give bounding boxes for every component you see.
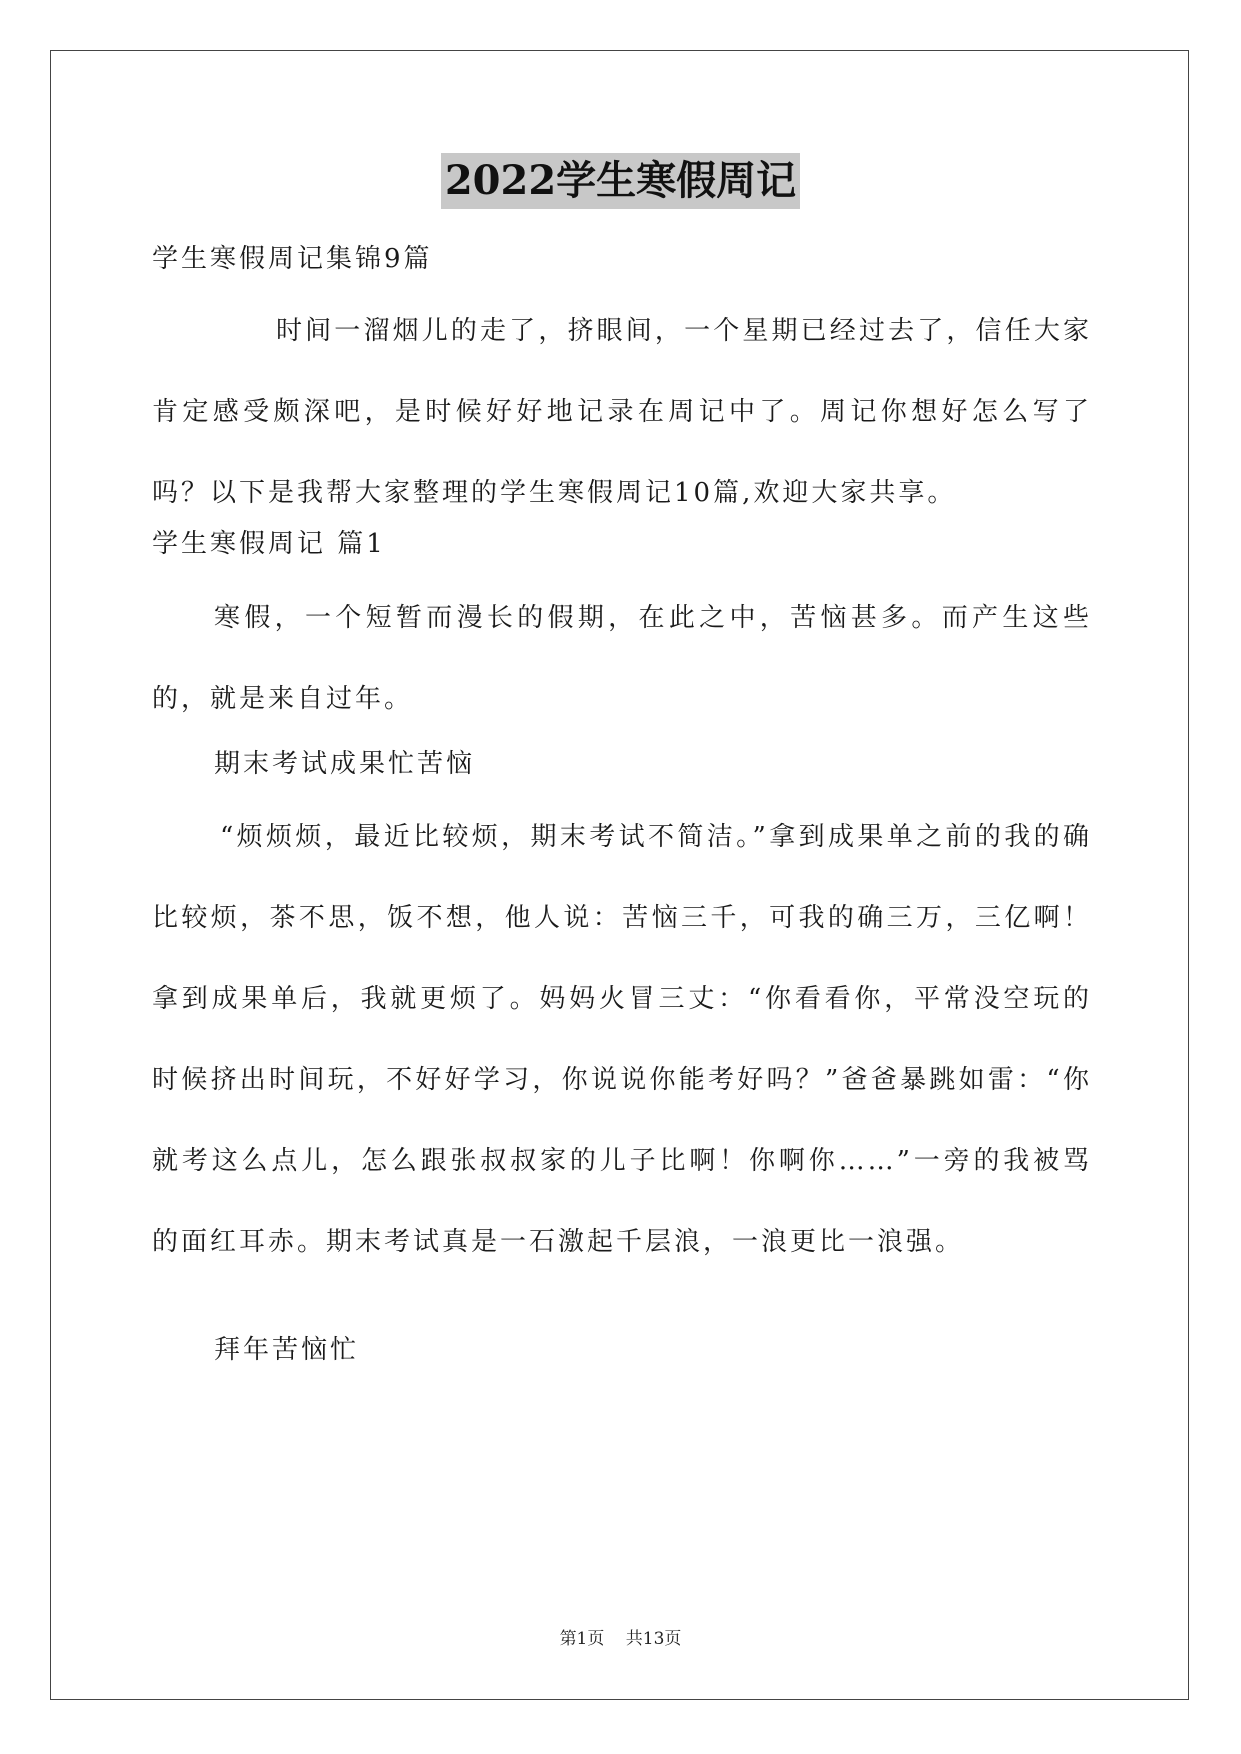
intro-paragraph: 时间一溜烟儿的走了，挤眼间，一个星期已经过去了，信任大家肯定感受颇深吧，是时候好好地记录在周记中了。周记你想好怎么写了吗？以下是我帮大家整理的学生寒假周记10篇,欢迎大家共享。 xyxy=(152,316,1092,508)
document-title-text: 2022学生寒假周记 xyxy=(441,153,800,209)
page-total: 共13页 xyxy=(625,1629,682,1649)
paragraph-2: “烦烦烦，最近比较烦，期末考试不简洁。”拿到成果单之前的我的确比较烦，茶不思，饭不想，他人说：苦恼三千，可我的确三万，三亿啊！拿到成果单后，我就更烦了。妈妈火冒三丈：“你看看你，平常没空玩的时候挤出时间玩，不好好学习，你说说你能考好吗？”爸爸暴跳如雷：“你就考这么点儿，怎么跟张叔叔家的儿子比啊！你啊你……”一旁的我被骂的面红耳赤。期末考试真是一石激起千层浪，一浪更比一浪强。 xyxy=(152,822,1092,1257)
document-title xyxy=(0,153,1241,209)
subheading-1: 期末考试成果忙苦恼 xyxy=(214,749,476,779)
page-footer xyxy=(0,1624,1241,1649)
section-heading: 学生寒假周记 篇1 xyxy=(152,529,386,559)
paragraph-1: 寒假，一个短暂而漫长的假期，在此之中，苦恼甚多。而产生这些的，就是来自过年。 xyxy=(152,603,1092,714)
document-subtitle: 学生寒假周记集锦9篇 xyxy=(152,244,433,274)
subheading-2: 拜年苦恼忙 xyxy=(214,1335,360,1365)
page-number: 第1页 xyxy=(559,1629,605,1649)
